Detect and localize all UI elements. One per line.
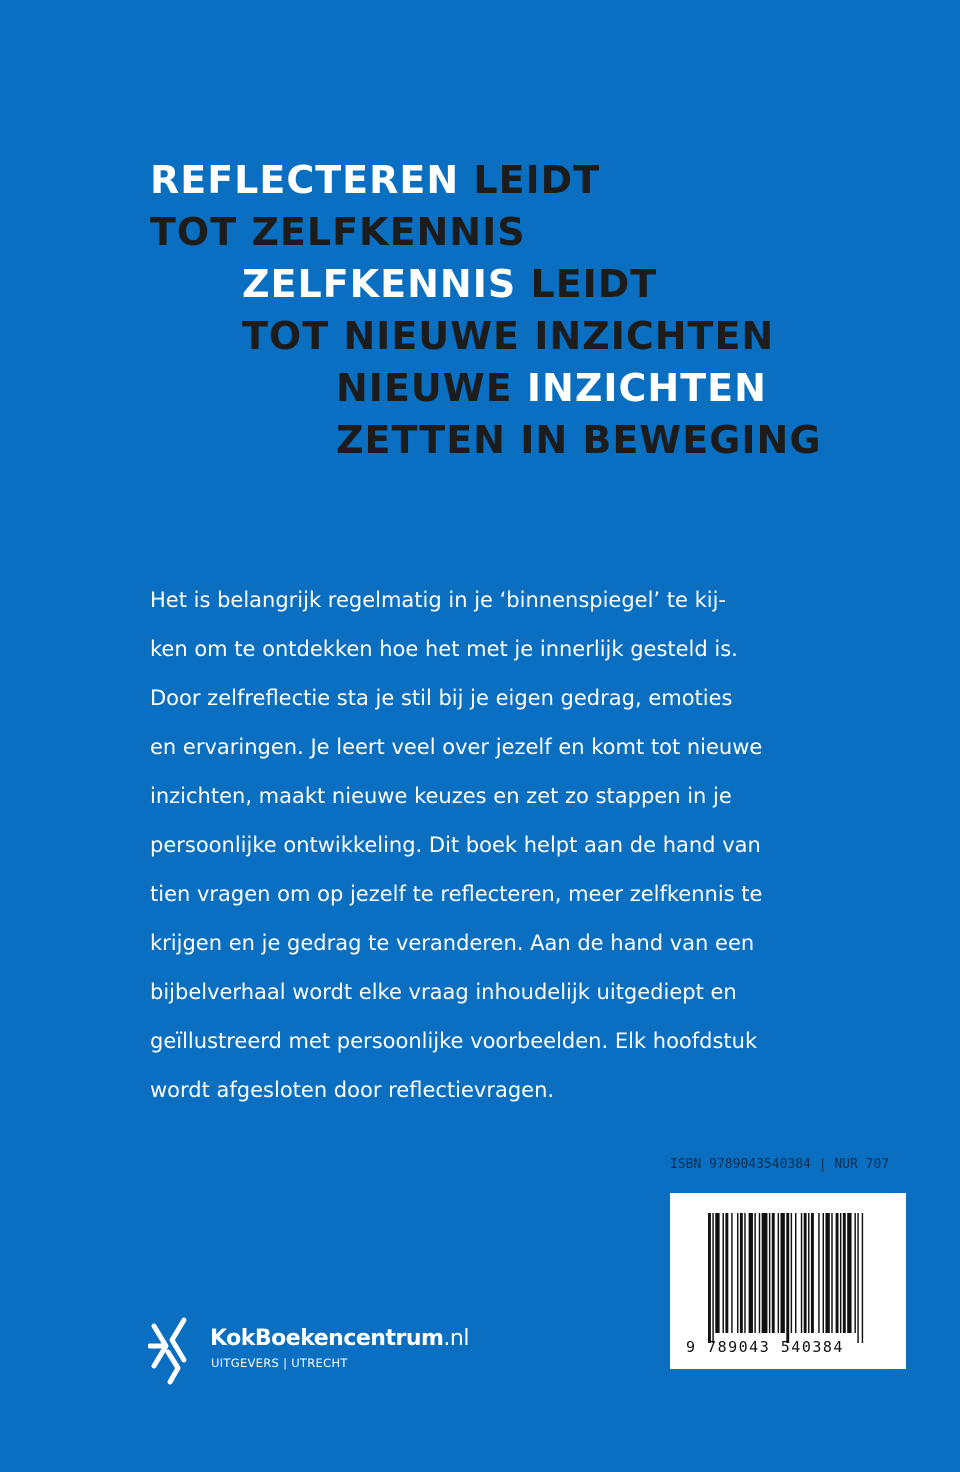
barcode-bar [769,1213,770,1333]
headline-line-6 [336,414,822,466]
publisher-tld: .nl [443,1326,469,1351]
barcode-bar [854,1213,855,1333]
barcode-digits: 9 789043 540384 [686,1338,844,1356]
barcode-bar [811,1213,814,1333]
barcode-bar [778,1213,779,1333]
isbn-nur-label: ISBN 9789043540384 | NUR 707 [670,1157,890,1172]
barcode-bar [781,1213,785,1333]
publisher-subtitle: UITGEVERS | UTRECHT [211,1356,348,1370]
barcode-bar [808,1213,809,1333]
barcode-bar [795,1213,796,1333]
blurb-line: Het is belangrijk regelmatig in je ‘binnenspiegel’ te kij- [150,588,727,612]
barcode-bar [708,1213,711,1343]
barcode-bar [740,1213,743,1333]
barcode-bar [836,1213,839,1333]
headline-word-white: INZICHTEN [526,366,767,410]
barcode-bar [715,1213,719,1333]
barcode-bar [843,1213,846,1333]
headline-line-3 [242,258,657,310]
headline-word-white: ZELFKENNIS [242,262,517,306]
barcode-bar [823,1213,824,1333]
blurb-line: Door zelfreflectie sta je stil bij je eigen gedrag, emoties [150,686,733,710]
headline-word-dark: LEIDT [530,262,658,306]
barcode-bar [801,1213,802,1333]
barcode-bar [723,1213,724,1333]
barcode-bar [857,1213,858,1343]
barcode-bar [791,1213,792,1333]
barcode-bar [862,1213,863,1343]
blurb-line: ken om te ontdekken hoe het met je innerlijk gesteld is. [150,637,738,661]
headline-word-dark: LEIDT [473,158,601,202]
blurb-line: bijbelverhaal wordt elke vraag inhoudelijk uitgediept en [150,980,737,1004]
barcode-bar [847,1213,851,1333]
barcode-bar [725,1213,728,1333]
blurb-line: persoonlijke ontwikkeling. Dit boek helpt aan de hand van [150,833,761,857]
blurb-line: krijgen en je gedrag te veranderen. Aan de hand van een [150,931,755,955]
barcode-bar [818,1213,819,1333]
headline-word-dark: NIEUWE [336,366,513,410]
publisher-name [210,1326,469,1351]
headline-line-4 [242,310,774,362]
publisher-logo [148,1316,478,1386]
barcode-bar [772,1213,775,1333]
publisher-logo-icon [148,1316,198,1386]
headline-word-dark: ZETTEN IN BEWEGING [336,418,822,462]
blurb-line: wordt afgesloten door reflectievragen. [150,1078,555,1102]
blurb-line: geïllustreerd met persoonlijke voorbeelden. Elk hoofdstuk [150,1029,758,1053]
barcode [670,1193,906,1369]
blurb-line: inzichten, maakt nieuwe keuzes en zet zo stappen in je [150,784,732,808]
barcode-bar [731,1213,732,1333]
headline-line-5 [336,362,767,414]
barcode-bar [744,1213,745,1333]
headline-word-dark: TOT NIEUWE INZICHTEN [242,314,775,358]
barcode-bar [840,1213,841,1333]
barcode-bar [712,1213,713,1343]
blurb-text [150,576,810,1115]
blurb-line: tien vragen om op jezelf te reflecteren, meer zelfkennis te [150,882,763,906]
barcode-bar [831,1213,832,1333]
barcode-bar [759,1213,760,1333]
barcode-bar [786,1213,789,1343]
headline-line-2 [150,206,526,258]
headline-line-1 [150,154,600,206]
blurb-line: en ervaringen. Je leert veel over jezelf en komt tot nieuwe [150,735,763,759]
publisher-name-text: KokBoekencentrum [210,1326,444,1351]
barcode-bar [754,1213,755,1333]
headline-word-white: REFLECTEREN [150,158,460,202]
barcode-bar [749,1213,753,1333]
barcode-bar [737,1213,738,1333]
barcode-bar [762,1213,768,1333]
barcode-bar [804,1213,807,1333]
barcode-bar [825,1213,829,1333]
headline-word-dark: TOT ZELFKENNIS [150,210,526,254]
